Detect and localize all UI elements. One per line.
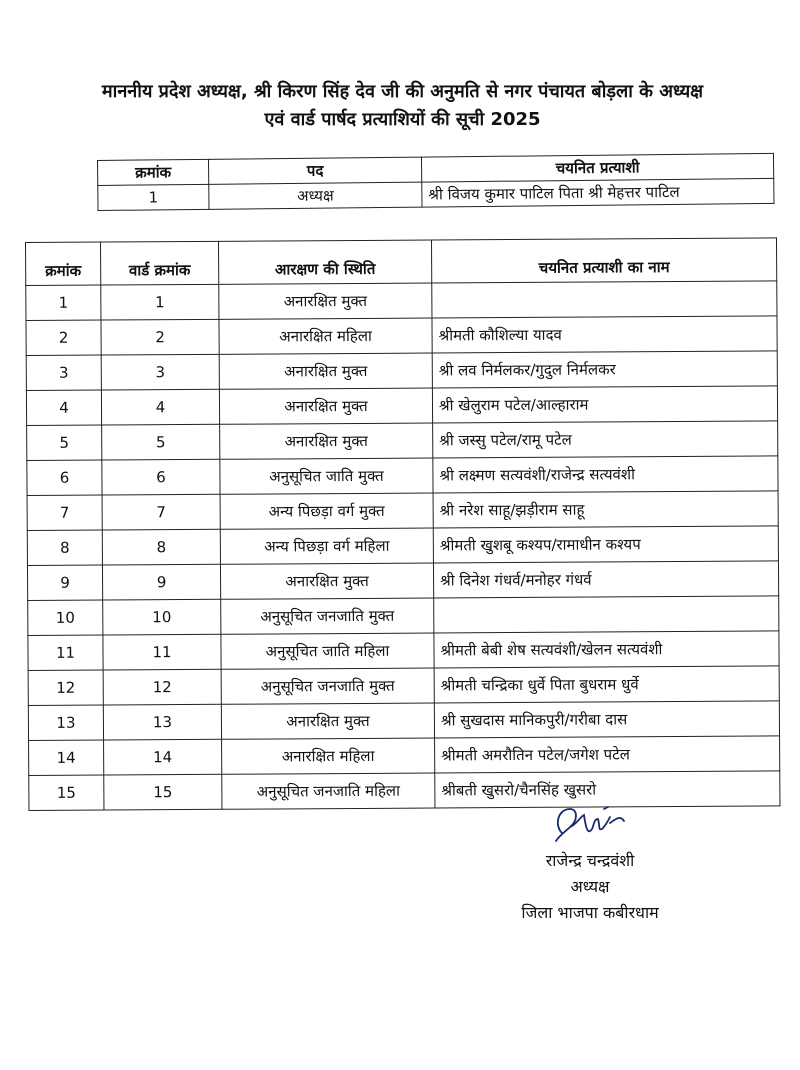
cell-candidate-name: श्रीमती खुशबू कश्यप/रामाधीन कश्यप	[433, 526, 778, 563]
cell-reservation-status: अनारक्षित मुक्त	[219, 388, 432, 424]
table-row	[26, 316, 777, 356]
header-serial: क्रमांक	[26, 242, 101, 285]
cell-ward-number: 7	[102, 494, 220, 530]
table-row	[27, 561, 778, 601]
cell-serial: 10	[28, 600, 103, 635]
cell-reservation-status: अनारक्षित मुक्त	[220, 423, 433, 459]
wards-table-header-row	[26, 238, 777, 286]
header-candidate: चयनित प्रत्याशी	[421, 153, 773, 182]
cell-serial: 14	[29, 740, 104, 775]
table-row	[28, 701, 779, 741]
cell-ward-number: 1	[101, 284, 219, 320]
cell-serial: 3	[26, 355, 101, 390]
cell-reservation-status: अनुसूचित जनजाति महिला	[222, 773, 435, 809]
cell-candidate-name: श्री नरेश साहू/झड़ीराम साहू	[433, 491, 778, 528]
header-candidate-name: चयनित प्रत्याशी का नाम	[431, 238, 776, 283]
president-candidate-table	[97, 153, 774, 211]
cell-serial: 15	[29, 775, 104, 810]
cell-reservation-status: अनारक्षित मुक्त	[219, 353, 432, 389]
cell-candidate-name: श्रीमती चन्द्रिका धुर्वे पिता बुधराम धुर्वे	[434, 666, 779, 703]
table-row	[28, 596, 779, 636]
table-row	[26, 281, 777, 321]
cell-ward-number: 11	[103, 634, 221, 670]
title-line-1: माननीय प्रदेश अध्यक्ष, श्री किरण सिंह देव जी की अनुमति से नगर पंचायत बोड़ला के अध्यक्ष	[101, 81, 704, 102]
cell-candidate-name: श्रीमती बेबी शेष सत्यवंशी/खेलन सत्यवंशी	[434, 631, 779, 668]
cell-reservation-status: अनारक्षित मुक्त	[219, 283, 432, 319]
cell-reservation-status: अनारक्षित मुक्त	[220, 563, 433, 599]
cell-serial: 7	[27, 495, 102, 530]
cell-candidate-name: श्री दिनेश गंधर्व/मनोहर गंधर्व	[433, 561, 778, 598]
cell-serial: 5	[27, 425, 102, 460]
president-candidate-name: श्री विजय कुमार पाटिल पिता श्री मेहत्तर पाटिल	[422, 178, 774, 207]
cell-candidate-name: श्री लव निर्मलकर/गुदुल निर्मलकर	[432, 351, 777, 388]
cell-ward-number: 2	[101, 319, 219, 355]
table-row	[29, 771, 780, 811]
table-row	[27, 421, 778, 461]
cell-ward-number: 12	[103, 669, 221, 705]
cell-reservation-status: अनुसूचित जाति महिला	[221, 633, 434, 669]
signatory-designation: अध्यक्ष	[570, 877, 610, 896]
cell-ward-number: 15	[104, 774, 222, 810]
cell-serial: 4	[26, 390, 101, 425]
signatory-block	[480, 848, 700, 926]
header-reservation-status: आरक्षण की स्थिति	[218, 240, 431, 284]
ward-candidates-table	[25, 237, 780, 811]
cell-ward-number: 13	[103, 704, 221, 740]
cell-serial: 2	[26, 320, 101, 355]
cell-reservation-status: अनारक्षित महिला	[222, 738, 435, 774]
cell-ward-number: 10	[103, 599, 221, 635]
president-post: अध्यक्ष	[209, 182, 422, 209]
table-row	[27, 526, 778, 566]
cell-reservation-status: अनुसूचित जाति मुक्त	[220, 458, 433, 494]
title-line-2: एवं वार्ड पार्षद प्रत्याशियों की सूची 2025	[264, 109, 541, 130]
president-serial: 1	[98, 184, 209, 210]
cell-ward-number: 8	[102, 529, 220, 565]
table-row	[29, 736, 780, 776]
document-title	[30, 78, 775, 134]
cell-serial: 11	[28, 635, 103, 670]
wards-table-body	[26, 281, 780, 811]
cell-candidate-name: श्री खेलुराम पटेल/आल्हाराम	[432, 386, 777, 423]
cell-reservation-status: अन्य पिछड़ा वर्ग मुक्त	[220, 493, 433, 529]
cell-candidate-name	[432, 281, 777, 318]
header-post: पद	[208, 157, 421, 184]
cell-candidate-name	[434, 596, 779, 633]
cell-candidate-name: श्रीबती खुसरो/चैनसिंह खुसरो	[435, 771, 780, 808]
cell-candidate-name: श्रीमती कौशिल्या यादव	[432, 316, 777, 353]
cell-reservation-status: अन्य पिछड़ा वर्ग महिला	[220, 528, 433, 564]
header-serial: क्रमांक	[98, 159, 209, 185]
cell-candidate-name: श्री सुखदास मानिकपुरी/गरीबा दास	[434, 701, 779, 738]
table-row	[26, 351, 777, 391]
cell-reservation-status: अनारक्षित मुक्त	[221, 703, 434, 739]
cell-ward-number: 5	[102, 424, 220, 460]
cell-serial: 6	[27, 460, 102, 495]
table-row	[28, 631, 779, 671]
signatory-name: राजेन्द्र चन्द्रवंशी	[545, 851, 635, 870]
cell-ward-number: 9	[102, 564, 220, 600]
cell-serial: 9	[27, 565, 102, 600]
table-row	[27, 456, 778, 496]
cell-ward-number: 4	[101, 389, 219, 425]
cell-serial: 1	[26, 285, 101, 320]
cell-ward-number: 6	[102, 459, 220, 495]
table-row	[28, 666, 779, 706]
cell-serial: 8	[27, 530, 102, 565]
cell-reservation-status: अनुसूचित जनजाति मुक्त	[221, 668, 434, 704]
cell-reservation-status: अनारक्षित महिला	[219, 318, 432, 354]
cell-ward-number: 14	[104, 739, 222, 775]
cell-ward-number: 3	[101, 354, 219, 390]
signatory-organization: जिला भाजपा कबीरधाम	[521, 903, 659, 922]
table-row	[27, 491, 778, 531]
header-ward-number: वार्ड क्रमांक	[101, 241, 219, 285]
cell-reservation-status: अनुसूचित जनजाति मुक्त	[221, 598, 434, 634]
cell-candidate-name: श्री जस्सु पटेल/रामू पटेल	[433, 421, 778, 458]
table-row	[26, 386, 777, 426]
cell-serial: 12	[28, 670, 103, 705]
cell-candidate-name: श्रीमती अमरौतिन पटेल/जगेश पटेल	[435, 736, 780, 773]
cell-candidate-name: श्री लक्ष्मण सत्यवंशी/राजेन्द्र सत्यवंशी	[433, 456, 778, 493]
cell-serial: 13	[28, 705, 103, 740]
signature	[548, 795, 638, 855]
